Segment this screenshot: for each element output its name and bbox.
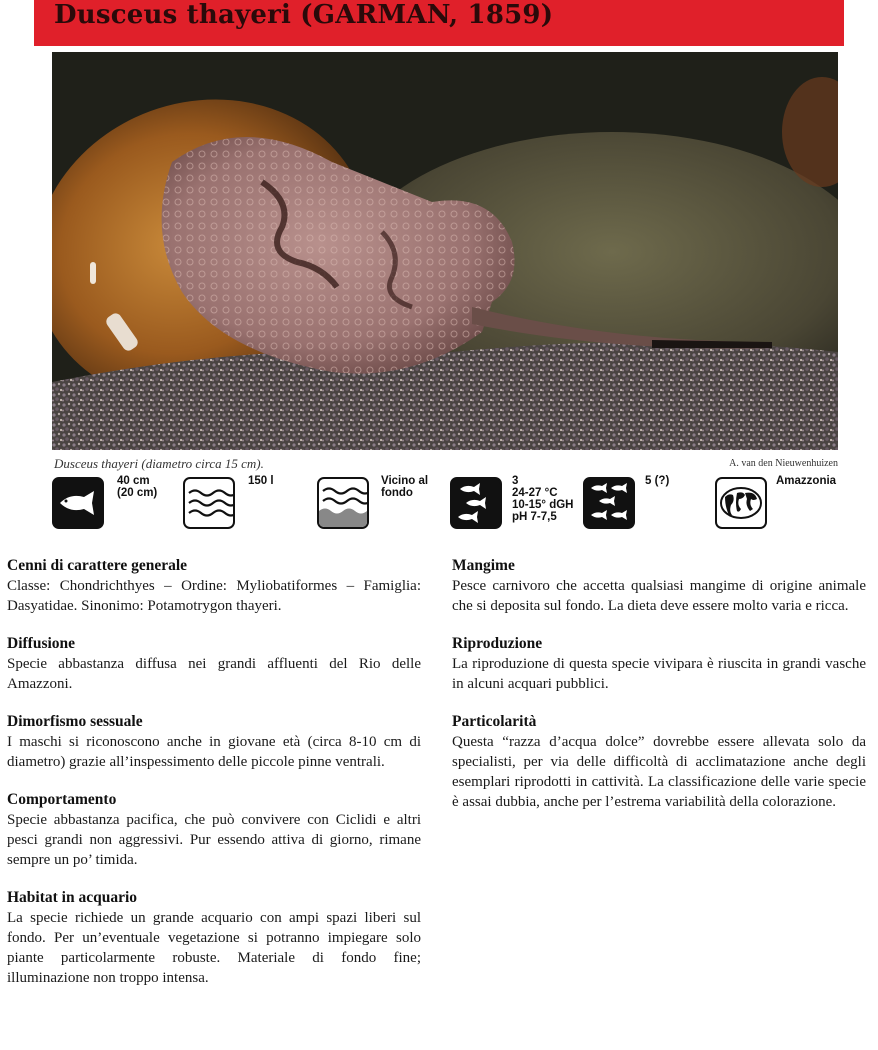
water-parameters-icon bbox=[450, 477, 502, 529]
stingray-photo bbox=[52, 52, 838, 450]
section-heading: Mangime bbox=[452, 557, 515, 574]
water-ph: pH 7-7,5 bbox=[512, 511, 557, 523]
section-heading: Dimorfismo sessuale bbox=[7, 713, 143, 730]
section-heading: Diffusione bbox=[7, 635, 76, 652]
section-riproduzione bbox=[452, 634, 866, 694]
section-cenni bbox=[7, 556, 421, 616]
fish-size-icon bbox=[52, 477, 104, 529]
section-heading: Particolarità bbox=[452, 713, 537, 730]
size-adult: 40 cm bbox=[117, 475, 150, 487]
water-line1: 3 bbox=[512, 475, 519, 487]
size-label bbox=[117, 475, 157, 499]
water-hardness: 10-15° dGH bbox=[512, 499, 574, 511]
right-column bbox=[452, 556, 866, 830]
zone-label bbox=[381, 475, 428, 499]
page-title: Dusceus thayeri (GARMAN, 1859) bbox=[54, 0, 554, 30]
section-particolarita bbox=[452, 712, 866, 812]
section-text: La specie richiede un grande acquario con ampi spazi liberi sul fondo. Per un’eventuale vegetazione si potranno impiegare solo piante particolarmente robuste. Materiale di fondo fine; illuminazione non troppo intensa. bbox=[7, 910, 421, 986]
section-heading: Comportamento bbox=[7, 791, 117, 808]
aquarium-volume-icon bbox=[183, 477, 235, 529]
left-column bbox=[7, 556, 421, 1006]
section-text: Questa “razza d’acqua dolce” dovrebbe essere allevata solo da specialisti, per via delle difficoltà di acclimatazione anche degli esemplari riprodotti in cattività. La classificazione delle varie specie è assai dubbia, anche per l’estrema variabilità della colorazione. bbox=[452, 734, 866, 810]
section-text: La riproduzione di questa specie vivipara è riuscita in grandi vasche in alcuni acquari pubblici. bbox=[452, 656, 866, 692]
tank-volume-label: 150 l bbox=[248, 475, 274, 487]
size-aquarium: (20 cm) bbox=[117, 487, 158, 499]
title-bar bbox=[34, 0, 844, 46]
section-diffusione bbox=[7, 634, 421, 694]
zone-line1: Vicino al bbox=[381, 475, 429, 487]
section-text: Specie abbastanza diffusa nei grandi affluenti del Rio delle Amazzoni. bbox=[7, 656, 421, 692]
photo-credit: A. van den Nieuwenhuizen bbox=[729, 458, 838, 469]
zone-line2: fondo bbox=[381, 487, 413, 499]
section-heading: Habitat in acquario bbox=[7, 889, 138, 906]
water-label bbox=[512, 475, 573, 523]
section-comportamento bbox=[7, 790, 421, 870]
section-dimorfismo bbox=[7, 712, 421, 772]
swimming-zone-bottom-icon bbox=[317, 477, 369, 529]
section-text: Classe: Chondrichthyes – Ordine: Myliobatiformes – Famiglia: Dasyatidae. Sinonimo: Potamotrygon thayeri. bbox=[7, 578, 421, 614]
section-habitat bbox=[7, 888, 421, 988]
photo-caption: Dusceus thayeri (diametro circa 15 cm). bbox=[54, 456, 264, 471]
section-text: I maschi si riconoscono anche in giovane età (circa 8-10 cm di diametro) grazie all’inspessimento delle piccole pinne ventrali. bbox=[7, 734, 421, 770]
section-heading: Cenni di carattere generale bbox=[7, 557, 188, 574]
section-mangime bbox=[452, 556, 866, 616]
difficulty-label: 5 (?) bbox=[645, 475, 670, 487]
section-text: Pesce carnivoro che accetta qualsiasi mangime di origine animale che si deposita sul fondo. La dieta deve essere molto varia e ricca. bbox=[452, 578, 866, 614]
world-map-icon bbox=[715, 477, 767, 529]
origin-label: Amazzonia bbox=[776, 475, 837, 487]
section-heading: Riproduzione bbox=[452, 635, 543, 652]
section-text: Specie abbastanza pacifica, che può convivere con Ciclidi e altri pesci grandi non aggressivi. Pur essendo attiva di giorno, rimane sempre un po’ timida. bbox=[7, 812, 421, 868]
water-temperature: 24-27 °C bbox=[512, 487, 558, 499]
difficulty-fish-icon bbox=[583, 477, 635, 529]
